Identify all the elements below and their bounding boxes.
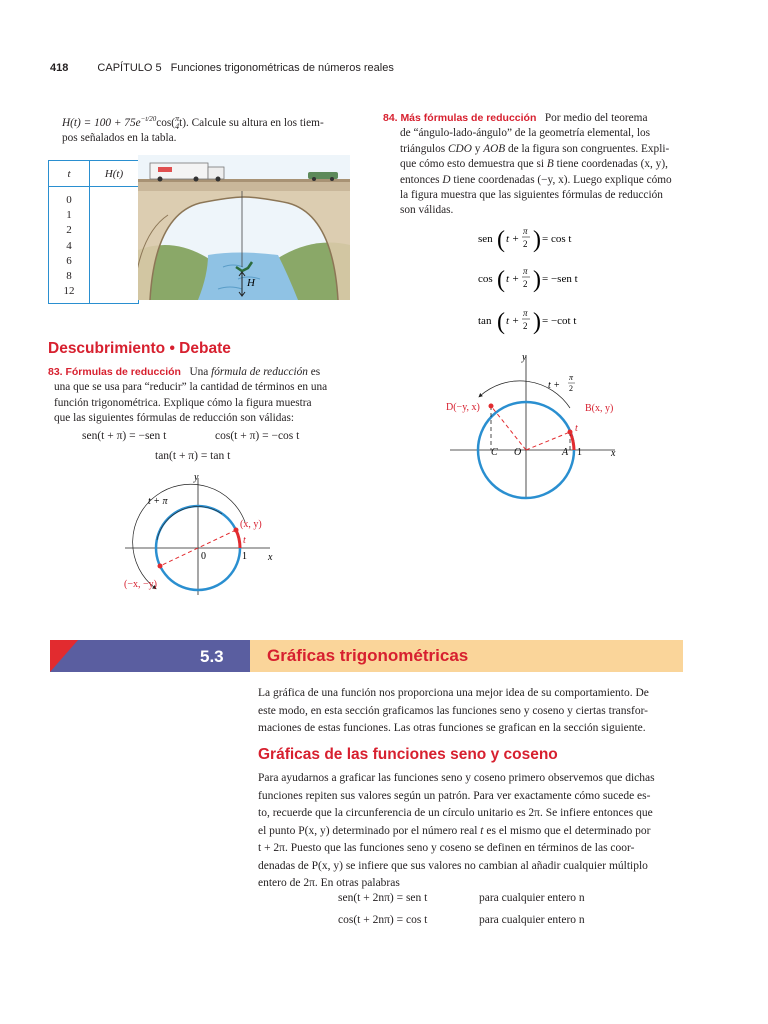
t-value: 12	[63, 285, 75, 298]
fig84-t-label: t	[575, 423, 578, 434]
fig84-arc-two: 2	[569, 384, 573, 393]
running-header	[50, 62, 394, 74]
figure-83-unit-circle	[110, 470, 290, 600]
section-banner-right	[250, 640, 683, 672]
t-value: 2	[66, 224, 72, 237]
fb-pi: π	[523, 266, 528, 276]
fc-function: tan	[478, 315, 492, 327]
table-header-ht: H(t)	[90, 161, 139, 187]
svg-text:(: (	[497, 227, 505, 253]
arc-t	[236, 530, 240, 548]
fc-pi: π	[523, 308, 528, 318]
height-table	[48, 160, 139, 304]
discovery-heading: Descubrimiento • Debate	[48, 340, 231, 357]
ex83-title: Fórmulas de reducción	[65, 366, 181, 378]
table-ht-empty-column	[90, 187, 139, 304]
fig83-arc-label: t + π	[148, 496, 168, 507]
formula-line2: pos señalados en la tabla.	[62, 132, 177, 145]
fig84-one: 1	[577, 447, 582, 458]
fc-rhs: = −cot t	[542, 315, 577, 327]
fig84-O-label: O	[514, 447, 522, 458]
fig84-A-label: A	[562, 447, 569, 458]
page-number: 418	[50, 62, 69, 74]
table-t-values	[49, 187, 90, 304]
fa-rhs: = cos t	[542, 233, 572, 245]
chapter-title: Funciones trigonométricas de números reales	[170, 62, 394, 74]
fig83-x-label: x	[268, 552, 273, 563]
figure-84-unit-circle	[430, 348, 630, 503]
ex83-formula-2: cos(t + π) = −cos t	[215, 430, 300, 442]
bridge-h-label: H	[247, 277, 255, 289]
t-value: 4	[66, 239, 72, 252]
formula-cos: cos(	[156, 116, 176, 129]
sine-cosine-paragraph: Para ayudarnos a graficar las funciones seno y coseno primero observemos que dichas funciones repiten sus valores según un patrón. Para ver exactamente cómo sucede es- to, recuerde que la circunferencia de un círculo unitario es 2π. Se infiere entonces que el punto P(x, y) determinado por el número real t es el mismo que el determinado por t + 2π. Puesto que las funciones seno y coseno se definen en términos de las coor- denadas de P(x, y) se infiere que sus valores no cambian al añadir cualquier múltiplo entero de 2π. En otras palabras	[258, 772, 655, 889]
fc-two: 2	[523, 321, 528, 331]
fig83-neg-point-label: (−x, −y)	[124, 579, 157, 590]
fb-arg: t +	[506, 273, 520, 285]
fig84-y-label: y	[522, 352, 527, 363]
svg-text:(: (	[497, 309, 505, 335]
section-banner-triangle	[50, 640, 78, 672]
exercise-83: 83. Fórmulas de reducción Una fórmula de reducción es una que se usa para “reducir” la cantidad de términos en una función trigonométrica. Explique cómo la figura muestra que las siguientes fórmulas de reducción son válidas:	[48, 366, 328, 425]
bridge-illustration	[138, 155, 350, 300]
fig83-point-label: (x, y)	[240, 519, 262, 530]
fig83-t-label: t	[243, 535, 246, 546]
subsection-heading: Gráficas de las funciones seno y coseno	[258, 746, 558, 763]
ex84-title: Más fórmulas de reducción	[400, 112, 537, 124]
fa-arg: t +	[506, 233, 520, 245]
ex83-formula-1: sen(t + π) = −sen t	[82, 430, 167, 442]
t-value: 0	[66, 194, 72, 206]
svg-text:(: (	[497, 267, 505, 293]
ex83-number: 83.	[48, 366, 63, 378]
t-value: 1	[66, 209, 72, 222]
formula-end: t). Calcule su altura en los tiem-	[179, 116, 324, 129]
periodicity-cosine-note: para cualquier entero n	[479, 914, 585, 926]
ex84-number: 84.	[383, 112, 398, 124]
fc-arg: t +	[506, 315, 520, 327]
periodicity-sine-note: para cualquier entero n	[479, 892, 585, 904]
fb-two: 2	[523, 279, 528, 289]
fig83-origin: 0	[201, 551, 206, 562]
formula-exponent: −t/20	[140, 115, 157, 123]
svg-text:): )	[533, 309, 541, 335]
fa-two: 2	[523, 239, 528, 249]
exercise-84: 84. Más fórmulas de reducción Por medio del teorema de “ángulo-lado-ángulo” de la geometría elemental, los triángulos CDO y AOB de la figura son congruentes. Expli- que cómo esto demuestra que si B tiene coordenadas (x, y), entonces D tiene coordenadas (−y, x). Luego explique cómo la figura muestra que las siguientes fórmulas de reducción son válidas.	[383, 112, 672, 217]
fig83-one: 1	[242, 551, 247, 562]
fig84-arc-label: t +	[548, 380, 561, 391]
fig84-x-label: x	[611, 448, 616, 459]
t-value: 6	[66, 254, 72, 267]
fb-function: cos	[478, 273, 493, 285]
table-header-t: t	[67, 167, 71, 180]
fb-rhs: = −sen t	[542, 273, 578, 285]
periodicity-sine: sen(t + 2nπ) = sen t	[338, 892, 428, 904]
periodicity-cosine: cos(t + 2nπ) = cos t	[338, 914, 428, 926]
fig84-D-label: D(−y, x)	[446, 402, 480, 413]
t-value: 8	[66, 270, 72, 283]
frac-den: 4	[175, 122, 180, 132]
section-banner	[50, 640, 683, 672]
arc-t	[570, 432, 574, 450]
fig84-C-label: C	[491, 447, 498, 458]
intro-paragraph: La gráfica de una función nos proporciona una mejor idea de su comportamiento. De este modo, en esta sección graficamos las funciones seno y coseno y ciertas transfor- maciones de estas funciones. Las otras funciones se grafican en la sección siguiente.	[258, 687, 649, 734]
fa-pi: π	[523, 226, 528, 236]
section-number: 5.3	[200, 647, 224, 666]
fa-function: sen	[478, 233, 493, 245]
section-title: Gráficas trigonométricas	[267, 646, 469, 665]
formula-main: H(t) = 100 + 75e	[62, 116, 141, 129]
height-formula-text	[62, 112, 352, 147]
svg-text:): )	[533, 227, 541, 253]
frac-num: π	[175, 114, 180, 124]
fig84-B-label: B(x, y)	[585, 403, 614, 414]
ex83-formula-3: tan(t + π) = tan t	[155, 450, 231, 462]
chapter-label: CAPÍTULO 5	[97, 62, 162, 74]
fig83-y-label: y	[194, 472, 199, 483]
fig84-arc-pi: π	[569, 373, 574, 382]
svg-text:): )	[533, 267, 541, 293]
ex84-formulas	[470, 220, 610, 340]
